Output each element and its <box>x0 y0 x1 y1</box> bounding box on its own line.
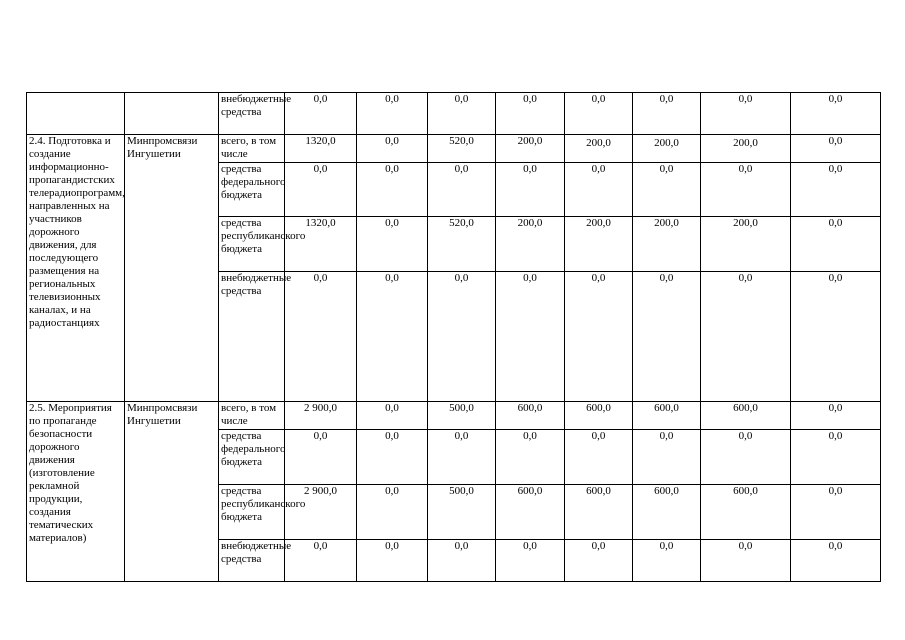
value-cell: 600,0 <box>633 402 701 430</box>
table-row <box>27 402 881 430</box>
value-cell: 520,0 <box>428 217 496 272</box>
value-cell: 600,0 <box>496 485 565 540</box>
value-cell: 0,0 <box>791 430 881 485</box>
value-cell: 0,0 <box>428 163 496 217</box>
measure-name-cell: 2.5. Мероприятия по пропаганде безопасности дорожного движения (изготовление рекламной продукции, создания тематических материалов) <box>27 402 125 582</box>
value-cell: 0,0 <box>357 272 428 402</box>
value-cell: 2 900,0 <box>285 402 357 430</box>
value-cell: 0,0 <box>565 93 633 135</box>
value-cell: 200,0 <box>633 217 701 272</box>
value-cell: 0,0 <box>701 540 791 582</box>
executor-cell: Минпромсвязи Ингушетии <box>125 135 219 402</box>
funding-source-cell: всего, в том числе <box>219 135 285 163</box>
value-cell: 0,0 <box>565 163 633 217</box>
value-cell: 1320,0 <box>285 135 357 163</box>
empty-cell <box>27 93 125 135</box>
value-cell: 0,0 <box>791 485 881 540</box>
value-cell: 0,0 <box>357 93 428 135</box>
value-cell: 520,0 <box>428 135 496 163</box>
value-cell: 0,0 <box>791 93 881 135</box>
value-cell: 0,0 <box>496 272 565 402</box>
funding-source-cell: всего, в том числе <box>219 402 285 430</box>
value-cell: 600,0 <box>701 402 791 430</box>
value-cell: 0,0 <box>791 540 881 582</box>
value-cell: 0,0 <box>791 135 881 163</box>
value-cell: 0,0 <box>633 430 701 485</box>
value-cell: 0,0 <box>701 430 791 485</box>
value-cell: 0,0 <box>633 540 701 582</box>
value-cell: 0,0 <box>285 430 357 485</box>
value-cell: 0,0 <box>285 540 357 582</box>
value-cell: 0,0 <box>496 430 565 485</box>
value-cell: 0,0 <box>428 540 496 582</box>
budget-table <box>26 92 881 582</box>
value-cell: 0,0 <box>357 217 428 272</box>
value-cell: 0,0 <box>791 217 881 272</box>
value-cell: 0,0 <box>565 430 633 485</box>
funding-source-cell: средства республиканского бюджета <box>219 217 285 272</box>
value-cell: 200,0 <box>565 135 633 163</box>
value-cell: 500,0 <box>428 485 496 540</box>
value-cell: 500,0 <box>428 402 496 430</box>
value-cell: 1320,0 <box>285 217 357 272</box>
value-cell: 0,0 <box>357 135 428 163</box>
value-cell: 0,0 <box>357 430 428 485</box>
value-cell: 0,0 <box>701 272 791 402</box>
funding-source-cell: средства федерального бюджета <box>219 430 285 485</box>
value-cell: 0,0 <box>701 93 791 135</box>
value-cell: 0,0 <box>496 93 565 135</box>
value-cell: 0,0 <box>496 163 565 217</box>
value-cell: 0,0 <box>357 163 428 217</box>
value-cell: 600,0 <box>565 402 633 430</box>
funding-source-cell: внебюджетные средства <box>219 272 285 402</box>
value-cell: 0,0 <box>565 272 633 402</box>
value-cell: 2 900,0 <box>285 485 357 540</box>
value-cell: 200,0 <box>701 217 791 272</box>
value-cell: 600,0 <box>496 402 565 430</box>
funding-source-cell: средства федерального бюджета <box>219 163 285 217</box>
value-cell: 0,0 <box>357 402 428 430</box>
value-cell: 0,0 <box>428 272 496 402</box>
value-cell: 0,0 <box>428 93 496 135</box>
table-row <box>27 135 881 163</box>
value-cell: 0,0 <box>791 272 881 402</box>
funding-source-cell: средства республиканского бюджета <box>219 485 285 540</box>
value-cell: 200,0 <box>633 135 701 163</box>
value-cell: 600,0 <box>701 485 791 540</box>
value-cell: 0,0 <box>496 540 565 582</box>
table-row <box>27 93 881 135</box>
value-cell: 0,0 <box>285 272 357 402</box>
value-cell: 200,0 <box>496 135 565 163</box>
value-cell: 600,0 <box>565 485 633 540</box>
value-cell: 200,0 <box>565 217 633 272</box>
value-cell: 200,0 <box>496 217 565 272</box>
measure-name-cell: 2.4. Подготовка и создание информационно-пропагандистских телерадиопрограмм, направленных на участников дорожного движения, для последующего размещения на региональных телевизионных каналах, и на радиостанциях <box>27 135 125 402</box>
value-cell: 0,0 <box>428 430 496 485</box>
value-cell: 0,0 <box>633 272 701 402</box>
value-cell: 0,0 <box>565 540 633 582</box>
value-cell: 0,0 <box>285 93 357 135</box>
value-cell: 600,0 <box>633 485 701 540</box>
funding-source-cell: внебюджетные средства <box>219 93 285 135</box>
value-cell: 0,0 <box>791 163 881 217</box>
funding-source-cell: внебюджетные средства <box>219 540 285 582</box>
value-cell: 0,0 <box>285 163 357 217</box>
value-cell: 0,0 <box>357 540 428 582</box>
value-cell: 0,0 <box>357 485 428 540</box>
value-cell: 200,0 <box>701 135 791 163</box>
executor-cell: Минпромсвязи Ингушетии <box>125 402 219 582</box>
value-cell: 0,0 <box>633 163 701 217</box>
empty-cell <box>125 93 219 135</box>
value-cell: 0,0 <box>791 402 881 430</box>
value-cell: 0,0 <box>701 163 791 217</box>
value-cell: 0,0 <box>633 93 701 135</box>
